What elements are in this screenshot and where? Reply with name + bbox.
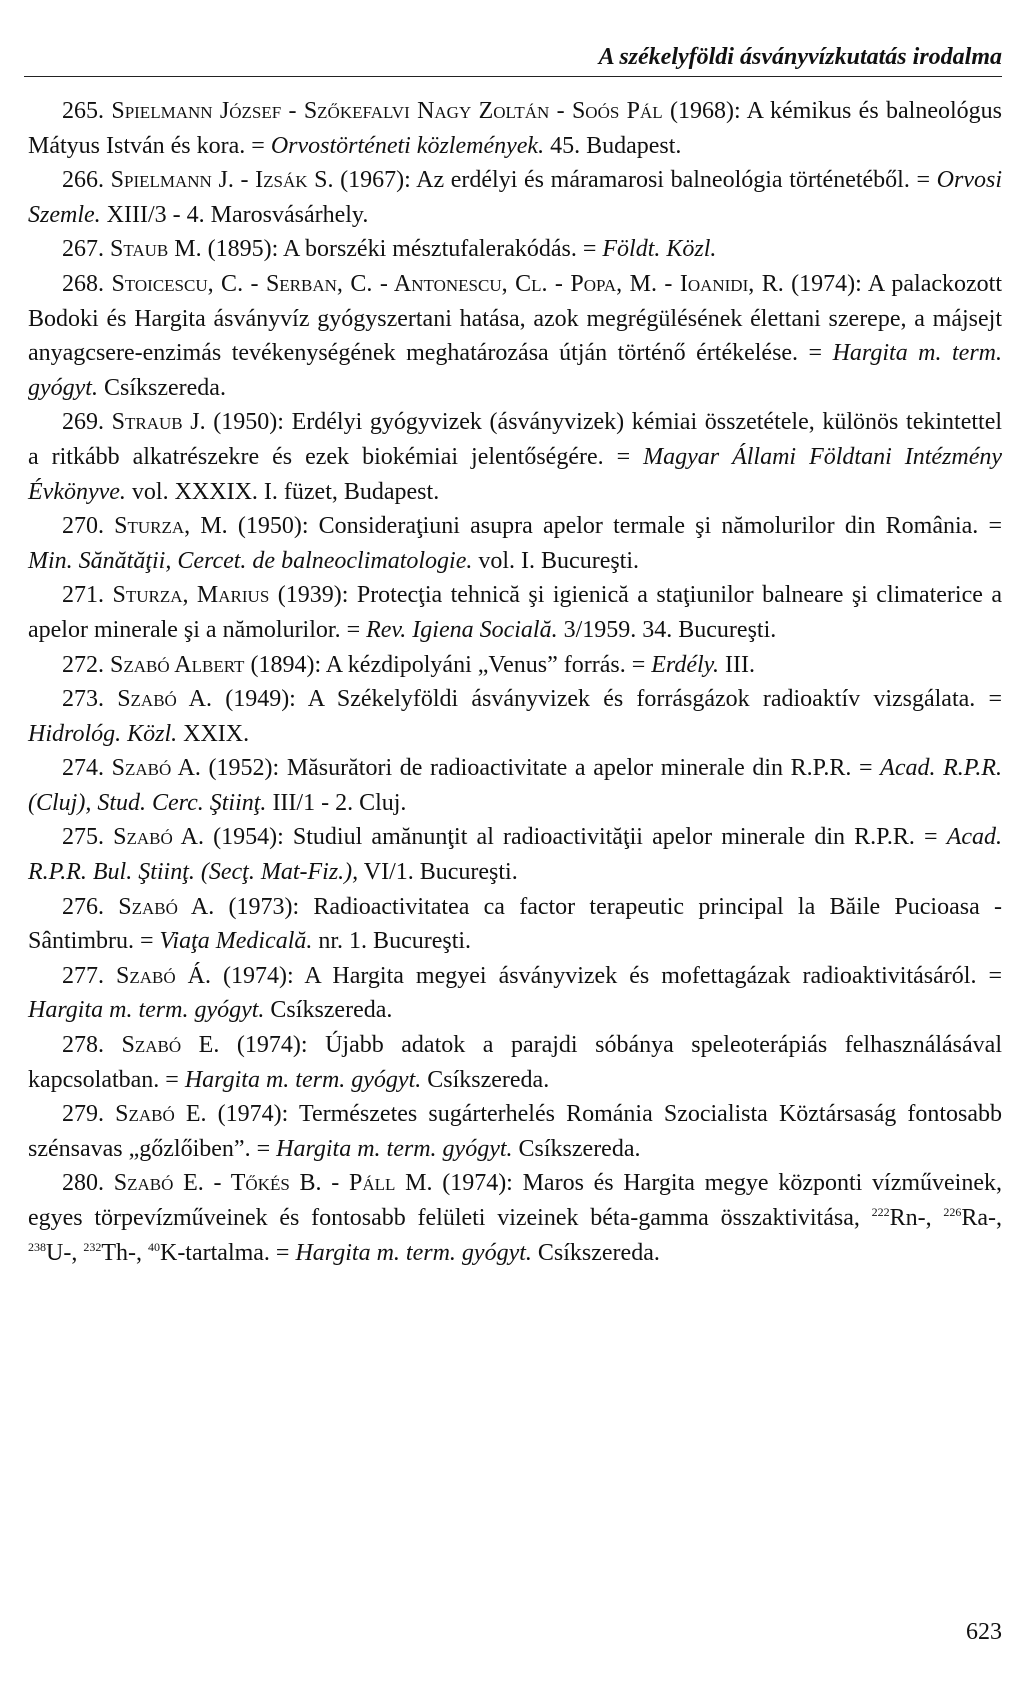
entry-number: 265. <box>62 98 104 124</box>
entry-tail: 3/1959. 34. Bucureşti. <box>557 616 777 643</box>
entry-journal: Min. Sănătăţii, Cercet. de balneoclimatologie. <box>28 547 473 574</box>
entry-tail: vol. XXXIX. I. füzet, Budapest. <box>125 478 440 505</box>
bibliography-entry <box>28 1166 1002 1270</box>
entry-journal: Földt. Közl. <box>602 236 717 263</box>
entry-tail: Csíkszereda. <box>531 1239 660 1266</box>
entry-body: (1974): Maros és Hargita megye központi vízműveinek, egyes törpevízműveinek és fontosabb felületi vizeinek béta-gamma összaktivitása, <box>28 1170 1002 1231</box>
bibliography-entry <box>28 578 1002 647</box>
bibliography-entry <box>28 405 1002 509</box>
entry-number: 272. <box>62 651 104 678</box>
entry-author: Staub M. <box>110 236 202 263</box>
entry-tail: VI/1. Bucureşti. <box>358 859 518 886</box>
entry-tail: nr. 1. Bucureşti. <box>312 928 472 955</box>
header-rule <box>24 76 1002 77</box>
entry-author: Straub J. <box>111 409 206 436</box>
isotope-mass: 222 <box>871 1205 890 1219</box>
entry-number: 266. <box>62 167 104 194</box>
entry-journal: Hidrológ. Közl. <box>28 720 178 747</box>
entry-author: Szabó E. - Tőkés B. - Páll M. <box>113 1170 433 1197</box>
entry-journal: Magyar Állami Földtani Intézmény Évkönyve. <box>28 443 1003 505</box>
bibliography-entry <box>28 682 1002 751</box>
isotope-label: Rn-, <box>889 1205 944 1231</box>
entry-number: 279. <box>62 1101 104 1128</box>
entry-journal: Hargita m. term. gyógyt. <box>28 997 265 1024</box>
entry-number: 267. <box>62 236 104 263</box>
entry-author: Szabó A. <box>117 686 213 713</box>
entry-journal: Hargita m. term. gyógyt. <box>184 1066 422 1093</box>
entry-author: Sturza, M. <box>114 513 228 540</box>
isotope-mass: 232 <box>83 1239 102 1254</box>
entry-number: 276. <box>62 893 104 920</box>
entry-number: 277. <box>62 962 104 989</box>
entry-number: 273. <box>62 686 104 713</box>
entry-author: Szabó Albert <box>110 651 245 678</box>
entry-number: 271. <box>62 582 104 609</box>
entry-number: 269. <box>62 409 104 436</box>
bibliography-entry <box>28 820 1002 889</box>
entry-author: Szabó Á. <box>116 962 211 989</box>
entry-journal: Orvostörténeti közlemények. <box>270 132 545 159</box>
bibliography-list <box>28 94 1002 1270</box>
entry-author: Szabó E. <box>115 1101 207 1128</box>
entry-tail: XXIX. <box>177 720 250 747</box>
entry-tail: III. <box>719 651 755 678</box>
isotope-label: Th-, <box>101 1239 148 1266</box>
entry-author: Szabó A. <box>113 824 204 851</box>
entry-journal: Hargita m. term. gyógyt. <box>295 1239 532 1266</box>
entry-body: (1974): A palackozott Bodoki és Hargita ásványvíz gyógyszertani hatása, azok megrégülésének élettani szerepe, a májsejt anyagcsere-enzimás tevékenységének meghatározása útján történő értékelése. = <box>28 270 1002 367</box>
entry-body: (1974): Természetes sugárterhelés Románia Szocialista Köztársaság fontosabb szénsavas „gőzlőiben”. = <box>28 1101 1002 1162</box>
bibliography-entry <box>28 163 1002 232</box>
entry-body: (1895): A borszéki mésztufalerakódás. = <box>201 236 603 263</box>
bibliography-entry <box>28 267 1002 405</box>
entry-body: (1949): A Székelyföldi ásványvizek és forrásgázok radioaktív vizsgálata. = <box>212 686 1002 713</box>
entry-body: (1974): A Hargita megyei ásványvizek és mofettagázak radioaktivitásáról. = <box>211 962 1002 989</box>
entry-number: 274. <box>62 755 104 782</box>
entry-tail: Csíkszereda. <box>264 997 393 1024</box>
entry-body: (1950): Erdélyi gyógyvizek (ásványvizek) kémiai összetétele, különös tekintettel a ritkább alkatrészekre és ezek biokémiai jelentőségére. = <box>28 409 1003 470</box>
bibliography-entry <box>28 94 1002 163</box>
running-header: A székelyföldi ásványvízkutatás irodalma <box>598 44 1002 70</box>
entry-tail: III/1 - 2. Cluj. <box>266 789 407 816</box>
entry-body: (1954): Studiul amănunţit al radioactivităţii apelor minerale din R.P.R. = <box>203 824 947 851</box>
entry-journal: Rev. Igiena Socială. <box>366 616 558 643</box>
entry-body: (1967): Az erdélyi és máramarosi balneológia történetéből. = <box>333 167 937 194</box>
entry-number: 270. <box>62 513 104 540</box>
entry-number: 268. <box>62 270 104 297</box>
entry-author: Stoicescu, C. - Serban, C. - Antonescu, Cl. - Popa, M. - Ioanidi, R. <box>111 270 784 297</box>
entry-journal: Viaţa Medicală. <box>159 928 313 955</box>
bibliography-entry <box>28 648 1002 683</box>
entry-author: Spielmann József - Szőkefalvi Nagy Zoltán - Soós Pál <box>111 98 663 124</box>
isotope-mass: 40 <box>147 1239 160 1254</box>
entry-journal: Acad. R.P.R. Bul. Ştiinţ. (Secţ. Mat-Fiz.), <box>28 824 1003 886</box>
entry-number: 275. <box>62 824 104 851</box>
entry-author: Szabó A. <box>111 755 201 782</box>
bibliography-entry <box>28 232 1002 267</box>
entry-body: (1952): Măsurători de radioactivitate a apelor minerale din R.P.R. = <box>200 755 881 782</box>
isotope-mass: 226 <box>943 1205 962 1219</box>
entry-journal: Orvosi Szemle. <box>28 167 1003 228</box>
entry-body: (1973): Radioactivitatea ca factor terapeutic principal la Băile Pucioasa - Sântimbru. = <box>28 893 1002 955</box>
entry-tail: Csíkszereda. <box>512 1135 641 1162</box>
entry-body: (1974): Újabb adatok a parajdi sóbánya speleoterápiás felhasználásával kapcsolatban. = <box>28 1032 1002 1093</box>
entry-journal: Hargita m. term. gyógyt. <box>276 1135 513 1162</box>
entry-number: 280. <box>62 1170 104 1197</box>
entry-author: Szabó E. <box>121 1032 220 1059</box>
entry-author: Spielmann J. - Izsák S. <box>110 167 334 194</box>
isotope-label: K-tartalma. = <box>159 1239 296 1266</box>
entry-body: (1894): A kézdipolyáni „Venus” forrás. = <box>244 651 652 678</box>
bibliography-entry <box>28 1097 1002 1166</box>
entry-journal: Acad. R.P.R. (Cluj), Stud. Cerc. Ştiinţ. <box>28 755 1002 816</box>
entry-tail: Csíkszereda. <box>421 1066 550 1093</box>
page-number: 623 <box>966 1619 1002 1645</box>
entry-body: (1950): Consideraţiuni asupra apelor termale şi nămolurilor din România. = <box>227 513 1002 540</box>
isotope-label: Ra-, <box>961 1205 1002 1231</box>
bibliography-entry <box>28 751 1002 820</box>
entry-tail: vol. I. Bucureşti. <box>472 547 640 574</box>
entry-tail: Csíkszereda. <box>97 374 226 401</box>
entry-author: Sturza, Marius <box>112 582 270 609</box>
entry-tail: XIII/3 - 4. Marosvásárhely. <box>100 201 369 228</box>
entry-author: Szabó A. <box>118 893 215 920</box>
entry-journal: Erdély. <box>651 651 719 678</box>
bibliography-entry <box>28 1028 1002 1097</box>
entry-body: (1968): A kémikus és balneológus Mátyus István és kora. = <box>28 98 1002 159</box>
bibliography-entry <box>28 890 1002 959</box>
isotope-label: U-, <box>46 1239 84 1266</box>
entry-journal: Hargita m. term. gyógyt. <box>28 340 1002 401</box>
bibliography-entry <box>28 959 1002 1028</box>
isotope-mass: 238 <box>28 1239 46 1254</box>
entry-number: 278. <box>62 1032 104 1059</box>
entry-body: (1939): Protecţia tehnică şi igienică a staţiunilor balneare şi climaterice a apelor minerale şi a nămolurilor. = <box>28 582 1003 643</box>
entry-tail: 45. Budapest. <box>544 132 682 159</box>
bibliography-entry <box>28 509 1002 578</box>
